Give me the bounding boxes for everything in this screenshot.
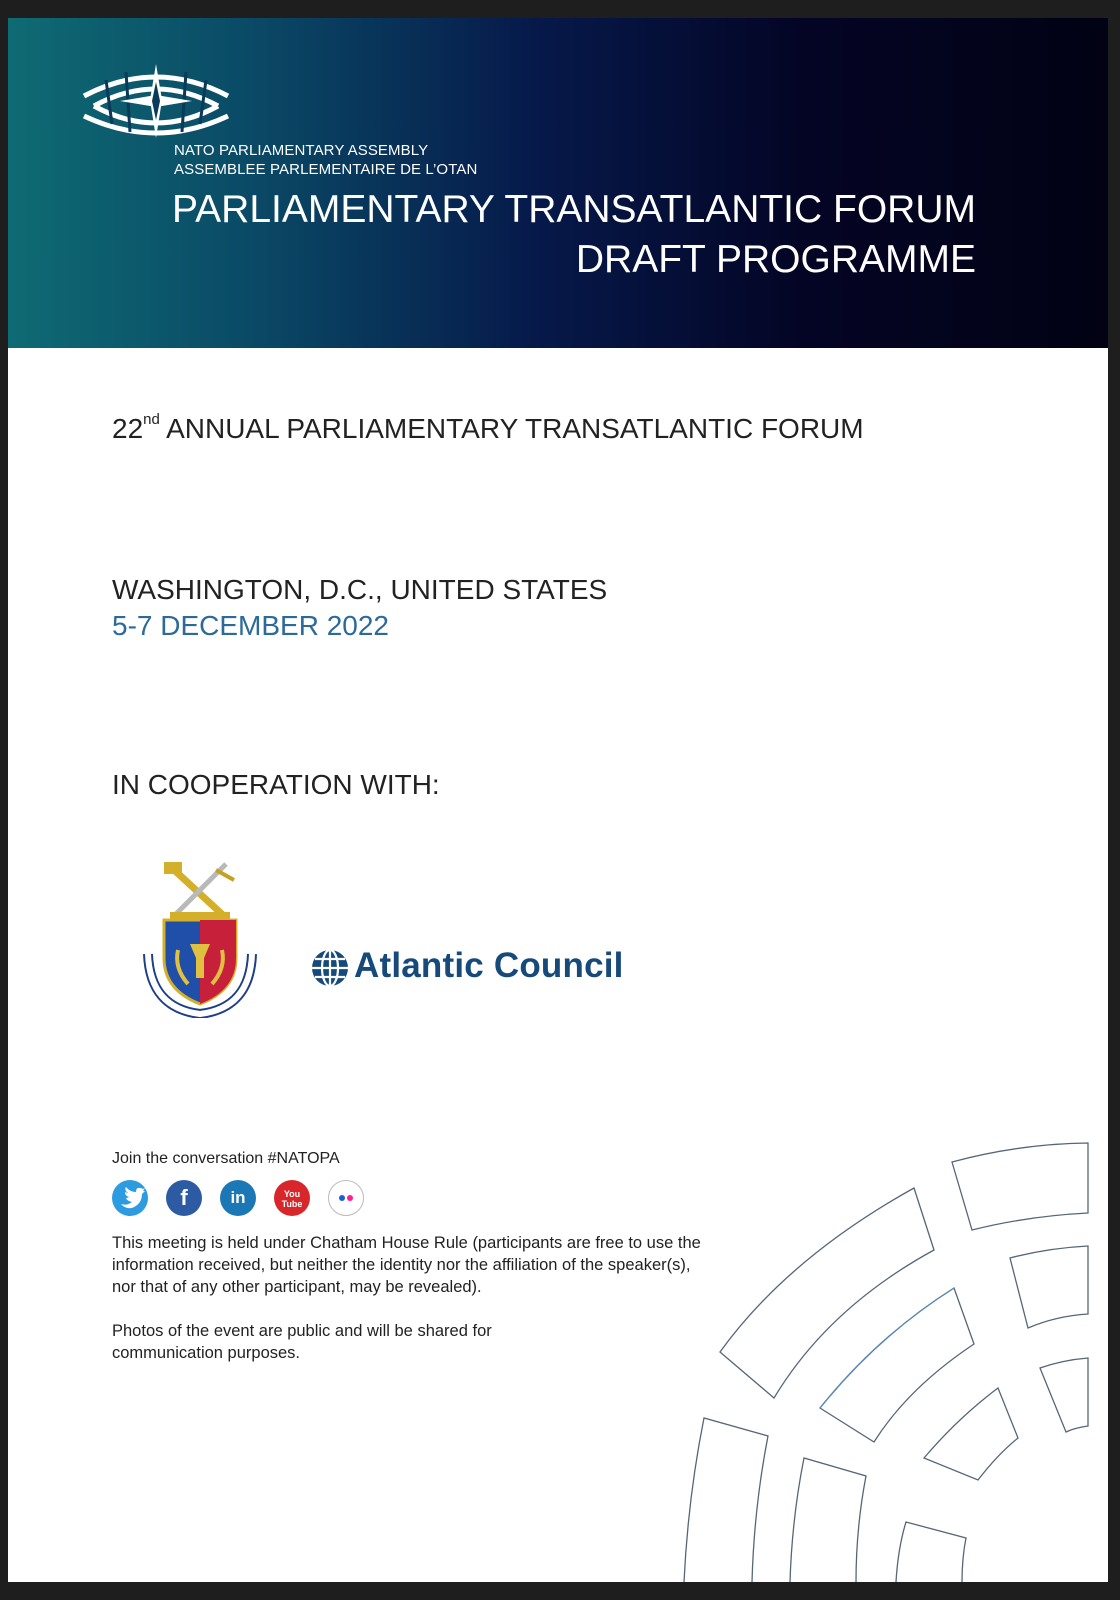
linkedin-icon[interactable]: in [220, 1180, 256, 1216]
facebook-icon[interactable]: f [166, 1180, 202, 1216]
document-subtitle: DRAFT PROGRAMME [575, 238, 976, 281]
event-dates: 5-7 DECEMBER 2022 [112, 610, 390, 641]
event-location: WASHINGTON, D.C., UNITED STATES [112, 574, 608, 605]
document-page [8, 18, 1108, 1582]
event-name-text: ANNUAL PARLIAMENTARY TRANSATLANTIC FORUM [166, 413, 864, 444]
join-conversation-text: Join the conversation #NATOPA [112, 1150, 340, 1167]
org-name-en: NATO PARLIAMENTARY ASSEMBLY [174, 142, 429, 159]
org-name-fr: ASSEMBLEE PARLEMENTAIRE DE L’OTAN [174, 161, 478, 178]
cooperation-heading: IN COOPERATION WITH: [112, 769, 440, 800]
youtube-icon[interactable]: You Tube [274, 1180, 310, 1216]
hemicycle-decoration [8, 18, 1108, 1582]
document-title: PARLIAMENTARY TRANSATLANTIC FORUM [172, 188, 976, 231]
chatham-house-rule-note: This meeting is held under Chatham House Rule (participants are free to use the information received, but neither the identity nor the affiliation of the speaker(s), nor that of any other participant, may be revealed). [112, 1234, 701, 1296]
event-ordinal-suffix: nd [143, 411, 160, 428]
photos-note: Photos of the event are public and will be shared for communication purposes. [112, 1322, 492, 1362]
event-ordinal-number: 22 [112, 413, 144, 444]
atlantic-council-wordmark: Atlantic Council [354, 946, 624, 985]
